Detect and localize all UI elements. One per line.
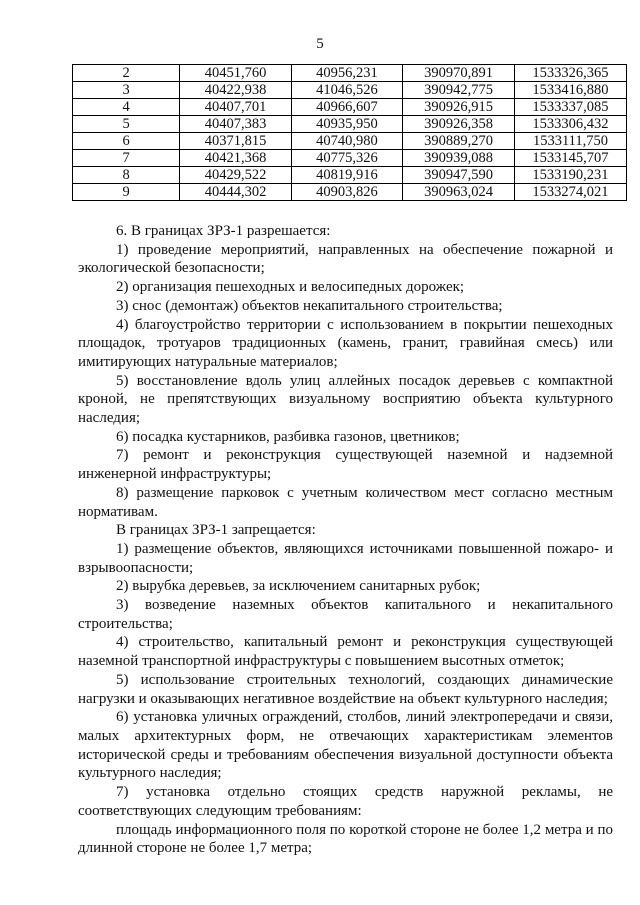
paragraph: 8) размещение парковок с учетным количеством мест согласно местным нормативам.	[78, 484, 613, 520]
point-number-cell: 5	[73, 116, 180, 133]
paragraph: 3) снос (демонтаж) объектов некапитального строительства;	[116, 297, 503, 314]
paragraph: 3) возведение наземных объектов капитального и некапитального строительства;	[78, 597, 613, 632]
coordinate-cell: 1533111,750	[514, 133, 626, 150]
table-row	[73, 65, 627, 82]
paragraph: 6. В границах ЗРЗ-1 разрешается:	[116, 223, 331, 239]
coordinate-cell: 40775,326	[291, 150, 402, 167]
document-body	[78, 222, 613, 858]
coordinate-cell: 40451,760	[180, 65, 291, 82]
coordinate-cell: 1533326,365	[514, 65, 626, 82]
paragraph: 5) использование строительных технологий, создающих динамические нагрузки и оказывающих негативное воздействие на объект культурного наследия;	[78, 671, 613, 707]
coordinate-cell: 40407,383	[180, 116, 291, 133]
coordinates-table	[72, 64, 627, 201]
coordinate-cell: 41046,526	[291, 82, 402, 99]
coordinate-cell: 40956,231	[291, 65, 402, 82]
table-row	[73, 133, 627, 150]
table-row	[73, 82, 627, 99]
coordinate-cell: 390963,024	[403, 184, 515, 201]
coordinate-cell: 40371,815	[180, 133, 291, 150]
coordinate-cell: 390889,270	[403, 133, 515, 150]
coordinate-cell: 40421,368	[180, 150, 291, 167]
coordinate-cell: 390926,915	[403, 99, 515, 116]
coordinate-cell: 390926,358	[403, 116, 515, 133]
paragraph: 5) восстановление вдоль улиц аллейных посадок деревьев с компактной кроной, не препятствующих визуальному восприятию объекта культурного наследия;	[78, 372, 613, 427]
coordinate-cell: 40407,701	[180, 99, 291, 116]
point-number-cell: 7	[73, 150, 180, 167]
point-number-cell: 3	[73, 82, 180, 99]
coordinate-cell: 40966,607	[291, 99, 402, 116]
paragraph: 6) установка уличных ограждений, столбов, линий электропередачи и связи, малых архитектурных форм, не отвечающих характеристикам элементов исторической среды и требованиям обеспечения визуальной доступности объекта культурного наследия;	[78, 709, 613, 782]
coordinate-cell: 1533145,707	[514, 150, 626, 167]
table-row	[73, 99, 627, 116]
table-row	[73, 116, 627, 133]
coordinate-cell: 1533337,085	[514, 99, 626, 116]
coordinate-cell: 1533416,880	[514, 82, 626, 99]
table-row	[73, 167, 627, 184]
coordinate-cell: 40444,302	[180, 184, 291, 201]
coordinate-cell: 40819,916	[291, 167, 402, 184]
point-number-cell: 2	[73, 65, 180, 82]
coordinate-cell: 390939,088	[403, 150, 515, 167]
paragraph: 7) установка отдельно стоящих средств наружной рекламы, не соответствующих следующим требованиям:	[78, 784, 613, 819]
paragraph: 1) размещение объектов, являющихся источниками повышенной пожаро- и взрывоопасности;	[78, 540, 613, 576]
coordinate-cell: 40903,826	[291, 184, 402, 201]
paragraph: площадь информационного поля по короткой стороне не более 1,2 метра и по длинной стороне не более 1,7 метра;	[78, 821, 613, 857]
coordinate-cell: 1533190,231	[514, 167, 626, 184]
paragraph: 1) проведение мероприятий, направленных на обеспечение пожарной и экологической безопасности;	[78, 241, 613, 277]
point-number-cell: 8	[73, 167, 180, 184]
coordinate-cell: 1533274,021	[514, 184, 626, 201]
table-row	[73, 150, 627, 167]
paragraph: 7) ремонт и реконструкция существующей наземной и надземной инженерной инфраструктуры;	[78, 447, 613, 483]
coordinate-cell: 40422,938	[180, 82, 291, 99]
paragraph: 2) вырубка деревьев, за исключением санитарных рубок;	[116, 578, 481, 595]
coordinate-cell: 390942,775	[403, 82, 515, 99]
paragraph: 2) организация пешеходных и велосипедных дорожек;	[116, 279, 465, 296]
coordinate-cell: 40935,950	[291, 116, 402, 133]
paragraph: В границах ЗРЗ-1 запрещается:	[116, 522, 316, 539]
page-number: 5	[316, 36, 324, 52]
point-number-cell: 9	[73, 184, 180, 201]
paragraph: 6) посадка кустарников, разбивка газонов, цветников;	[116, 428, 460, 445]
paragraph: 4) строительство, капитальный ремонт и реконструкция существующей наземной транспортной инфраструктуры с повышением высотных отметок;	[78, 634, 613, 670]
coordinate-cell: 40429,522	[180, 167, 291, 184]
coordinate-cell: 1533306,432	[514, 116, 626, 133]
coordinate-cell: 390970,891	[403, 65, 515, 82]
paragraph: 4) благоустройство территории с использованием в покрытии пешеходных площадок, тротуаров традиционных (камень, гранит, гравийная смесь) или имитирующих натуральные материалов;	[78, 316, 613, 370]
coordinate-cell: 40740,980	[291, 133, 402, 150]
coordinate-cell: 390947,590	[403, 167, 515, 184]
point-number-cell: 6	[73, 133, 180, 150]
point-number-cell: 4	[73, 99, 180, 116]
table-row	[73, 184, 627, 201]
